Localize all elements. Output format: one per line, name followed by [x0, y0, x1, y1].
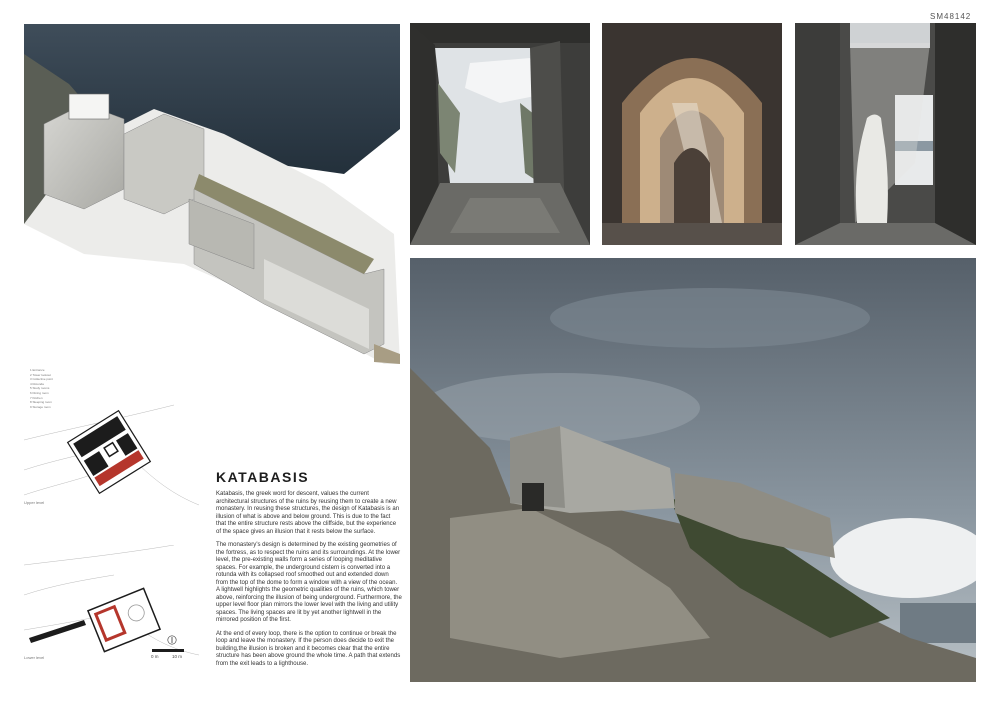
render-doorway-sky — [410, 23, 590, 245]
cliff-photo-svg — [410, 258, 976, 682]
right-wall — [935, 23, 976, 245]
wall-block-2 — [124, 114, 204, 214]
wall-block-1 — [44, 104, 124, 209]
photo-cliff-ruins — [410, 258, 976, 682]
doorway-render-svg — [410, 23, 590, 245]
axonometric-drawing — [24, 24, 400, 364]
description-paragraph: At the end of every loop, there is the option to continue or break the loop and leave the monastery. If the person does decide to exit the building,the illusion is broken and it becomes clear that the entire structure has been above ground the whole time. A path that extends from the exit leads to a lighthouse. — [216, 630, 401, 667]
legend-item: 9 Storage room — [30, 404, 51, 409]
upper-level-plan — [24, 400, 204, 515]
contour-line — [24, 575, 114, 595]
legend-item: 5 Study rooms — [30, 386, 50, 391]
plan-entry-wall — [29, 620, 86, 643]
scale-end-label: 10 m — [172, 654, 183, 659]
render-brick-arches — [602, 23, 782, 245]
sea-horizon — [900, 603, 976, 643]
arches-render-svg — [602, 23, 782, 245]
legend-item: 8 Sleeping room — [30, 400, 52, 405]
legend-item: 6 Dining room — [30, 390, 49, 395]
project-title: KATABASIS — [216, 469, 310, 485]
lower-plan-label: Lower level — [24, 655, 45, 660]
contour-line — [134, 460, 199, 505]
scale-bar — [152, 649, 184, 652]
scale-start-label: 0 m — [151, 654, 159, 659]
floor — [602, 223, 782, 245]
wall-opening — [522, 483, 544, 511]
monk-render-svg — [795, 23, 976, 245]
north-arrow-icon — [167, 635, 177, 645]
cloud — [550, 288, 870, 348]
sheet-code: SM48142 — [930, 12, 972, 21]
legend-item: 7 Kitchen — [30, 395, 43, 400]
legend-item: 2 Tower lookout — [30, 372, 51, 377]
legend-item: 4 Rotunda — [30, 381, 44, 386]
axonometric-svg — [24, 24, 400, 364]
render-monk-corridor — [795, 23, 976, 245]
left-wall — [795, 23, 840, 245]
lower-level-plan — [24, 545, 204, 665]
legend-item: 3 Collective point — [30, 377, 53, 382]
lower-plan-svg — [24, 545, 204, 665]
legend-item: 1 Entrance — [30, 368, 45, 372]
project-description — [216, 491, 402, 674]
contour-line — [24, 545, 174, 565]
description-paragraph: The monastery's design is determined by the existing geometries of the fortress, as to respect the ruins and its surroundings. At the lower level, the pre-existing walls form a series of looping meditative spaces. For example, the underground cistern is converted into a rotunda with its collapsed roof smoothed out and extended down from the top of the dome to form a window with a view of the ocean. A lightwell highlights the geometric qualities of the ruins, which tower above, reinforcing the illusion of being underground. Furthermore, the upper level floor plan mirrors the lower level with the living and utility spaces. The living spaces are lit by yet another lightwell in the mirrored position of the first. — [216, 542, 402, 623]
upper-plan-svg — [24, 400, 204, 515]
description-paragraph: Katabasis, the greek word for descent, values the current architectural structures of the ruins by reusing them to create a new monastery. In reusing these structures, the design of Katabasis is an illusion of what is above and below ground. This is due to the fact that the entire structure rests above the cliffside, but the experience of the space gives an illusion that it rests below the surface. — [216, 491, 400, 535]
upper-plan-label: Upper level — [24, 500, 45, 505]
north-arrow — [167, 632, 177, 642]
tower-box — [69, 94, 109, 119]
